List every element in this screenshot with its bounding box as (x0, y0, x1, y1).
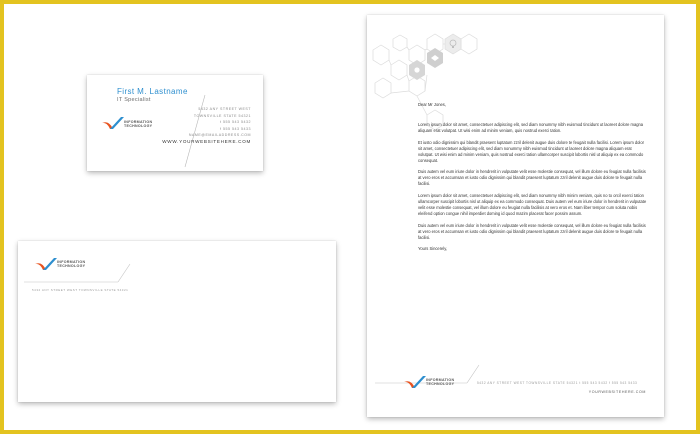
letter-salutation: Dear Mr Jones, (418, 102, 446, 107)
card-website: WWW.YOURWEBSITEHERE.COM (162, 138, 251, 144)
card-job-title: IT Specialist (117, 97, 151, 103)
card-fax: f 555 543 5433 (220, 126, 251, 131)
it-logo-icon (101, 116, 125, 132)
logo-text-line-1: INFORMATION (124, 120, 153, 124)
it-logo-icon (403, 375, 427, 391)
letter-paragraph: Duis autem vel eum iriure dolor in hendrerit in vulputate velit esse molestie consequat, vel illum dolore eu feugiat nulla facilisis at vero eros et accumsan et iusto odio dignissim qui blandit praesent luptatum zzril delenit augue duis dolore te feugait nulla facilisi. (418, 169, 646, 187)
letter-paragraph: Et iusto odio dignissim qui blandit praesent luptatum zzril delenit augue duis dolore te feugait nulla facilisi. Lorem ipsum dolor sit amet, consectetuer adipiscing elit, sed diam nonummy nibh euismod tincidunt ut laoreet dolore magna aliquam erat volutpat. Ut wisi enim ad minim veniam, quis nostrud exerci tation ullamcorper suscipit lobortis nisl ut aliquip ex ea commodo consequat. (418, 139, 644, 163)
business-card (87, 75, 263, 171)
card-address-line-1: 5432 ANY STREET WEST (198, 107, 251, 111)
logo-text-line-1: INFORMATION (426, 378, 455, 382)
letter-paragraph: Lorem ipsum dolor sit amet, consectetuer adipiscing elit, sed diam nonummy nibh minim veniam, quis no to orcil exerci tation ullamcorper suscipit lobortis nisl ut aliquip ex ea commodo consequat. Duis autem vel eum iriure dolor in hendrerit in vulputate velit esse molestie consequat, vel illum dolore eu feugiat nulla facilisis at vero eros et. Nam liber tempor cum soluta nobis eleifend option congue nihil imperdiet doming id quod mazim placerat facer possim assum. (418, 192, 647, 217)
card-logo-text (124, 120, 152, 129)
letter-paragraph: Duis autem vel eum iriure dolor in hendrerit in vulputate velit esse molestie consequat, vel illum dolore eu feugiat nulla facilisis at vero eros et accumsan et iusto odio dignissim qui blandit praesent luptatum zzril delenit augue duis dolore te feugait nulla facilisi. (418, 222, 646, 240)
logo-text-line-2: TECHNOLOGY (426, 382, 455, 387)
logo-text-line-2: TECHNOLOGY (124, 124, 153, 129)
card-phone: t 555 543 5432 (220, 120, 251, 125)
card-contact-block (162, 106, 251, 146)
letter-footer-address: 5432 ANY STREET WEST TOWNSVILLE STATE 54321 t 555 543 5432 f 555 543 5433 (477, 381, 638, 385)
logo-text-line-1: INFORMATION (57, 260, 86, 264)
letter-closing: Yours Sincerely, (418, 246, 448, 252)
card-address-line-2: TOWNSVILLE STATE 54321 (193, 113, 251, 118)
letterhead (367, 15, 664, 417)
card-email: NAME@EMAILADDRESS.COM (188, 133, 251, 138)
card-name: First M. Lastname (117, 87, 188, 96)
envelope-return-address: 5432 ANY STREET WEST TOWNSVILLE STATE 54321 (32, 288, 129, 292)
envelope-divider-line (18, 241, 336, 402)
letter-footer-website: YOURWEBSITEHERE.COM (588, 390, 646, 394)
envelope (18, 241, 336, 402)
letter-paragraph: Lorem ipsum dolor sit amet, consectetuer adipiscing elit, sed diam nonummy nibh euismod tincidunt ut laoreet dolore magna aliquam erat volutpat. Ut wisi enim ad minim veniam, quis nostrud exerci tation. (418, 122, 644, 134)
letter-logo-text (426, 378, 454, 387)
logo-text-line-2: TECHNOLOGY (57, 264, 86, 269)
letter-footer-divider (367, 15, 664, 417)
